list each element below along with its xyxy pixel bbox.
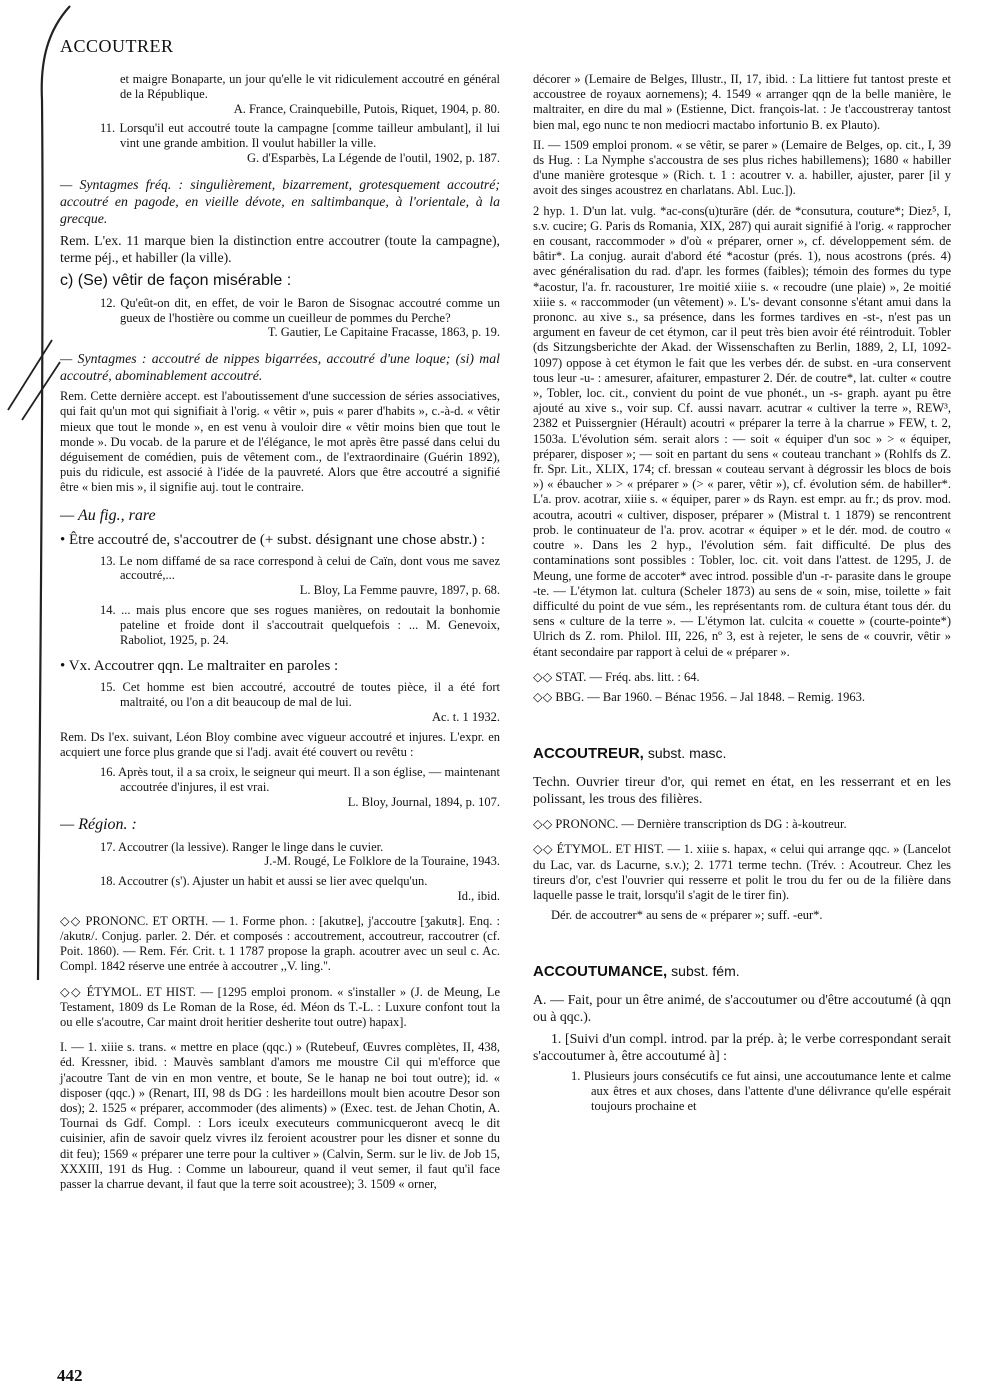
example-13: 13. Le nom diffamé de sa race correspond à celui de Caïn, dont vous me savez accoutré,... [100,553,500,583]
example-10-source: A. France, Crainquebille, Putois, Riquet, 1904, p. 80. [233,101,500,116]
right-column [533,72,951,1114]
example-12-source: T. Gautier, Le Capitaine Fracasse, 1863, p. 19. [267,325,500,340]
remark-3: Rem. Ds l'ex. suivant, Léon Bloy combine avec vigueur accoutré et injures. L'expr. en acquiert une force plus grande que si l'adj. avait été couvert ou revêtu : [60,729,500,759]
etymol-hist: ◇◇ ÉTYMOL. ET HIST. — [1295 emploi pronom. « s'installer » (J. de Meung, Le Testament, 1809 ds Le Roman de la Rose, éd. Méon ds T.-L. : Luxure confont tout la ou elle s'acoutre, Car maint droit heritier desherite tout outre) hapax]. [60,984,500,1029]
example-16-source: L. Bloy, Journal, 1894, p. 107. [347,794,500,809]
accoutumance-sense-a: A. — Fait, pour un être animé, de s'accoutumer ou d'être accoutumé (à qqn ou à qqc.). [533,992,951,1025]
etymol-continued: décorer » (Lemaire de Belges, Illustr., II, 17, ibid. : La littiere fut tantost preste et accoustree de royaux aornemens); 4. 1549 « arranger qqn de la belle manière, le maltraiter, en dire du mal » (Estienne, Dict. françois-lat. : Je t'accoustreray tantost bien mal, ego nunc te non mediocri mactabo infortunio B. ex Plauto). [533,72,951,132]
example-14: 14. ... mais plus encore que ses rogues manières, on redoutait la bonhomie pateline et froide dont il s'accoutrait quelquefois : ... M. Genevoix, Raboliot, 1925, p. 24. [100,602,500,647]
accoutreur-pos: subst. masc. [647,745,727,762]
example-15-source: Ac. t. 1 1932. [431,709,500,724]
accoutumance-pos: subst. fém. [671,963,740,980]
etymol-part-2: II. — 1509 emploi pronom. « se vêtir, se parer » (Lemaire de Belges, op. cit., I, 39 ds Hug. : La Nymphe s'accoustra de ses plus riches habillemens); 1680 « habiller d'une manière grotesque » (Rich. t. 1 : acoutrer v. a. habiller, ajuster, parer [il y avoit des singes acoustrez en charlatans. Abl. Luc.]). [533,137,951,198]
example-10-text: et maigre Bonaparte, un jour qu'elle le vit ridiculement accoutré en général de la République. [120,72,500,101]
accoutreur-definition: Techn. Ouvrier tireur d'or, qui remet en état, en les resserrant et en les polissant, les trous des filières. [533,774,951,807]
accoutreur-etymol: ◇◇ ÉTYMOL. ET HIST. — 1. xiiie s. hapax, « celui qui arrange qqc. » (Lancelot du Lac, var. ds Lacurne, s.v.); 2. 1771 terme techn. (Trév. : Acoutreur. Chez les tireurs d'or, c'est l'ouvrier qui resserre et polit le trou du fer ou de la filière dans laquelle passe le trait, lorsqu'il s'agit de le tirer fin). [533,842,951,902]
running-head: ACCOUTRER [60,36,174,56]
region-heading: — Région. : [60,815,137,833]
example-18-source: Id., ibid. [457,888,500,903]
page-number: 442 [57,1366,83,1385]
accoutumance-headword: ACCOUTUMANCE, [533,963,668,981]
section-c-heading: c) (Se) vêtir de façon misérable : [60,271,292,289]
example-11: 11. Lorsqu'il eut accoutré toute la campagne [comme tailleur ambulant], il lui vint une grande ambition. Il voulut habiller la ville. [100,121,500,151]
example-11-source: G. d'Esparbès, La Légende de l'outil, 1902, p. 187. [246,150,500,165]
syntagmes-2: — Syntagmes : accoutré de nippes bigarrées, accoutré d'une loque; (si) mal accoutré, abominablement accoutré. [60,351,500,384]
accoutumance-entry-heading [533,963,951,981]
example-15: 15. Cet homme est bien accoutré, accoutré de toutes pièce, il a été fort maltraité, ou l'on a dit beaucoup de mal de lui. [100,680,500,710]
example-12: 12. Qu'eût-on dit, en effet, de voir le Baron de Sisognac accoutré comme un gueux de l'hostière ou comme un cueilleur de pommes du Perche? [100,295,500,325]
example-17: 17. Accoutrer (la lessive). Ranger le linge dans le cuvier. [100,839,384,854]
etymol-hypotheses: 2 hyp. 1. D'un lat. vulg. *ac-cons(u)turāre (dér. de *consutura, couture*; Diez⁵, I, s.v. cucire; G. Paris ds Romania, XIX, 287) qui aurait signifié à l'orig. « rapprocher en cousant, raccommoder » d'où « préparer, orner », cf. développement sém. de bâtir*. La conjug. aurait d'abord été *acostur (prés. 1), nous acostrons (prés. 4) avec généralisation du rad. d'apr. les formes (faibles); témoin des formes du type *acostur, l'a. fr. racousturer, 1re moitié xiiie s. « recoudre (une plaie) », 2e moitié xiiie s. « raccommoder (un vêtement) ». L's- devant consonne s'étant amui dans la prononc. au xive s., sa présence, dans les formes tardives en -st-, n'est pas un argument en faveur de cet étymon, car il peut très bien avoir été réintroduit. Tobler (ds Sitzungsberichte der Akad. der Wissenschaften zu Berlin, 1889, 2, LI, 1092-1097) oppose à cet étymon le fait que les verbes dér. de subst. en -ura conservent tous leur -u- : amesurer, afaiturer, empasturer 2. Dér. de coutre*, lat. culter « coutre », Tobler, loc. cit., convient du point de vue phonét., un -s- graph. ayant pu être ajouté au xive s., voir sup. Cf. aussi navarr. acutrar « cultiver la terre », REW³, 2382 et Puissergnier (Hérault) acoutri « préparer la terre à la charrue » FEW, t. 2, 1503a. L'évolution sém. serait alors : — soit « équiper d'un soc » > « équiper, préparer, disposer »; — soit en partant du sens « couteau tranchant » (Rohlfs ds Z. fr. Spr. Lit., XLIX, 174; cf. bressan « couteau servant à dégrossir les blocs de bois ») « ébaucher » > « préparer » (> « parer, vêtir »), cf. évolution sém. de habiller*. L'a. prov. acotrar, xiiie s. « équiper, parer » ds Rayn. est empr. au fr.; ds prov. mod. acoutra, acoutri « cultiver, disposer, préparer » (Mistral t. 1 1879) se rencontrent prob. le continuateur de l'a. prov. acotrar « équiper » et le dér. mod. de coutro « coutre ». Dans les 2 hyp., l'évolution sém. fait difficulté. De plus des contaminations sont possibles : Tobler, loc. cit. voit dans l'attest. de 1295, J. de Meung, une forme de accoter* avec introd. possible d'un -r- parasite dans le groupe -te. — L'étymon lat. cultura (Scheler 1873) au sens de « soin, mise, toilette » fait difficulté du point de vue sém., les représentants rom. de cultura étant tous dér. du sens « culture de la terre ». — L'étymon lat. culcita « couette » (courte-pointe*) Ulrich ds Z. rom. Philol. III, 226, nº 3, est à rejeter, le sens de « couvrir, vêtir » étant secondaire par rapport à celui de « préparer ». [533,203,951,659]
accoutreur-entry-heading [533,745,951,763]
margin-slash-1 [8,340,52,410]
bbg: ◇◇ BBG. — Bar 1960. – Bénac 1956. – Jal 1848. – Remig. 1963. [533,689,866,704]
syntagmes-freq: — Syntagmes fréq. : singulièrement, bizarrement, grotesquement accoutré; accoutré en pagode, en vieille dévote, en saltimbanque, à l'orientale, à la grecque. [60,176,500,226]
example-18: 18. Accoutrer (s'). Ajuster un habit et aussi se lier avec quelqu'un. [100,874,428,889]
example-17-source: J.-M. Rougé, Le Folklore de la Touraine, 1943. [264,854,500,869]
bullet-vx: • Vx. Accoutrer qqn. Le maltraiter en paroles : [60,658,339,675]
prononc-orth: ◇◇ PRONONC. ET ORTH. — 1. Forme phon. : [akutʀe], j'accoutre [ʒakutʀ]. Enq. : /akutʀ/. Conjug. parler. 2. Dér. et composés : accoutrement, accoutreur, raccoutrer (cf. Poit. 1860). — Rem. Fér. Crit. t. 1 1787 propose la graph. acoutrer avec un seul c. Ac. Compl. 1842 réserve une entrée à accoutrer ,,V. ling.''. [60,913,500,974]
stat: ◇◇ STAT. — Fréq. abs. litt. : 64. [533,669,700,684]
accoutreur-derivation: Dér. de accoutrer* au sens de « préparer »; suff. -eur*. [551,908,823,923]
example-13-source: L. Bloy, La Femme pauvre, 1897, p. 68. [299,583,500,598]
bullet-etre-accoutre: • Être accoutré de, s'accoutrer de (+ subst. désignant une chose abstr.) : [60,531,486,548]
remark-2: Rem. Cette dernière accept. est l'aboutissement d'une succession de séries associatives, qui fait qu'un mot qui signifiait à l'orig. « vêtir », puis « parer d'habits », c.-à-d. « vêtir mieux que tout le monde », en est venu à vouloir dire « vêtir moins bien que tout le monde ». Du vocab. de la parure et de l'élégance, le mot après être passé dans celui du déguisement de comédien, puis de vêtement com., de l'extraordinaire (Guérin 1892), puis du ridicule, est associé à l'idée de la pauvreté. Alors que être accoutré a signifié être « bien mis », il signifie auj. tout le contraire. [60,389,500,495]
margin-slash-2 [22,362,60,420]
example-16: 16. Après tout, il a sa croix, le seigneur qui meurt. Il a son église, — maintenant accoutrée d'injures, il est vrai. [100,765,500,794]
etymol-part-1: I. — 1. xiiie s. trans. « mettre en place (qqc.) » (Rutebeuf, Œuvres complètes, II, 438, éd. Kressner, ibid. : Mauvès samblant d'amors me moustre Cil qui m'efforce que j'acoutre Tant de vin en mon ventre, et boute, Se le hanap ne boi tout outre); id. « disposer (qqc.) » (Renart, III, 98 ds DG : les hardeillons moult bien acoutre Desor son dos); 2. 1525 « préparer, accommoder (des aliments) » (Exec. test. de Jehan Chotin, A. Tournai ds Gdf. Compl. : Lors iceulx executeurs communicqueront avecq le dit cuisinier, afin de savoir quelz vivres ilz feroient acoustrer pour les disner et sonne du dit feu); 1569 « préparer une terre pour la cultiver » (Calvin, Serm. sur le liv. de Job 15, XXXIII, 191 ds Hug. : Comme un laboureur, quand il veut semer, il faut qu'il face passer la charrue devant, il faut que la terre soit acoustree); 3. 1509 « orner, [60,1040,500,1191]
accoutreur-headword: ACCOUTREUR, [533,745,644,763]
accoutumance-example-1: 1. Plusieurs jours consécutifs ce fut ainsi, une accoutumance lente et calme aux êtres et aux choses, dans l'attente d'une délivrance qu'elle espérait toujours prochaine et [571,1069,951,1113]
accoutumance-sense-1: 1. [Suivi d'un compl. introd. par la prép. à; le verbe correspondant serait s'accoutumer à, être accoutumé à] : [533,1031,951,1064]
remark-1: Rem. L'ex. 11 marque bien la distinction entre accoutrer (toute la campagne), terme péj., et habiller (la ville). [60,232,500,265]
au-fig-heading: — Au fig., rare [60,506,156,524]
left-column [60,72,500,1192]
accoutreur-prononc: ◇◇ PRONONC. — Dernière transcription ds DG : à-koutreur. [533,817,847,832]
